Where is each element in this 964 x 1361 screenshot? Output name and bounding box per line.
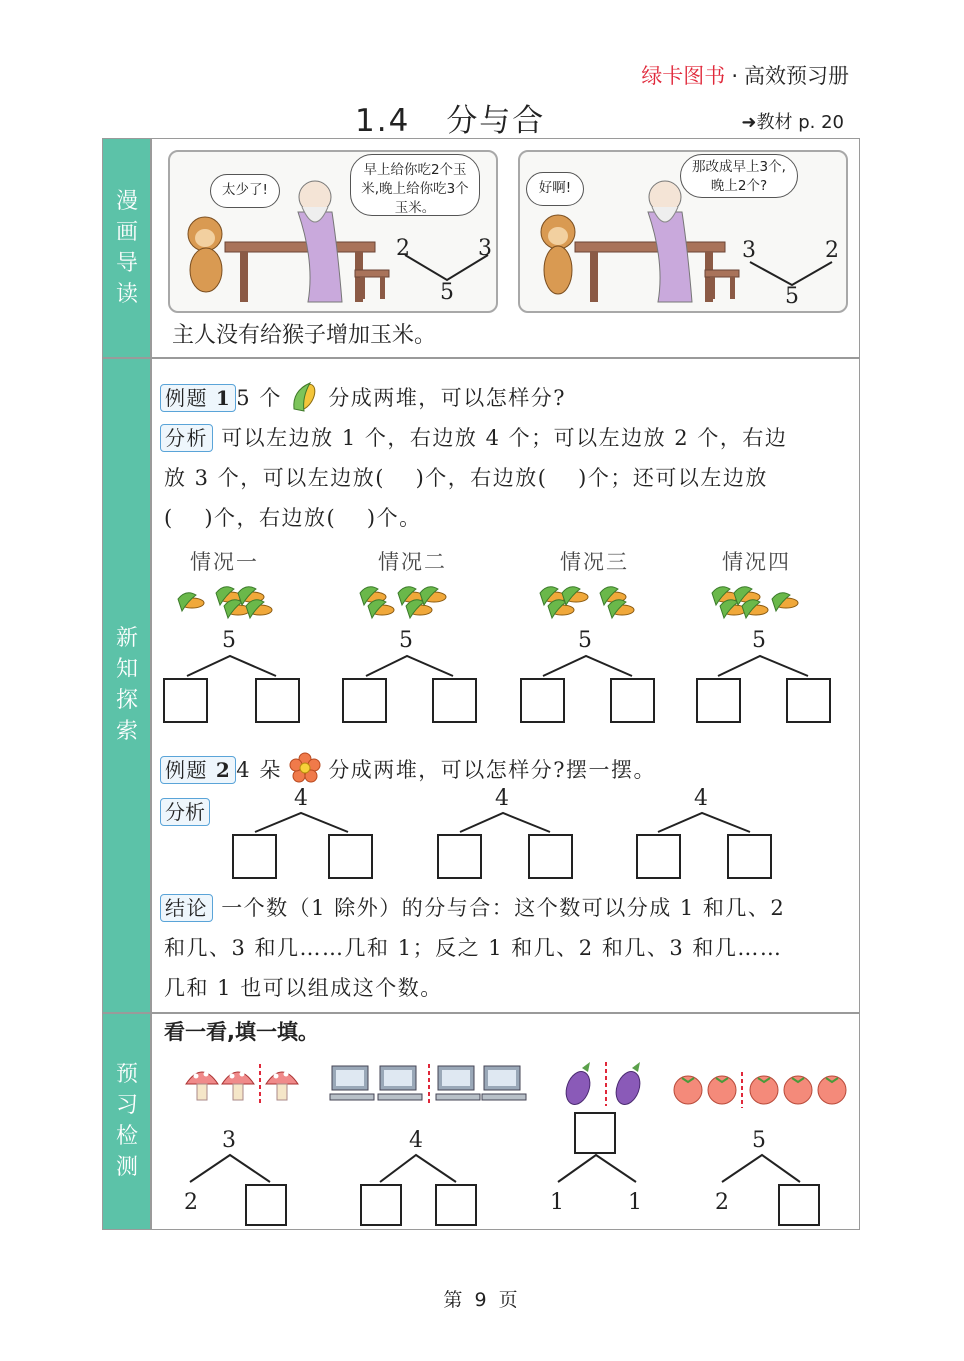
answer-box[interactable] — [574, 1112, 616, 1154]
brand-dot: · — [731, 64, 738, 88]
lesson-number: 1.4 — [355, 103, 411, 139]
mushroom-group — [184, 1062, 304, 1106]
label-char: 新 — [115, 626, 138, 651]
label-char: 习 — [115, 1093, 138, 1118]
question-count: 5 个 — [236, 386, 282, 410]
question-count: 4 朵 — [236, 758, 282, 782]
case-label-1: 情况一 — [190, 550, 259, 574]
conclusion-tag: 结论 — [160, 894, 213, 922]
tomato-icon — [674, 1076, 702, 1104]
case-2-total: 5 — [399, 628, 413, 653]
tomato-icon — [818, 1076, 846, 1104]
textbook-ref: ➜教材 p. 20 — [741, 112, 844, 133]
check-1-top: 3 — [222, 1128, 236, 1153]
section-label-comic — [103, 139, 151, 357]
tag-word: 例题 — [165, 386, 208, 410]
comic-caption: 主人没有给猴子增加玉米。 — [172, 323, 437, 348]
case-4-total: 5 — [752, 628, 766, 653]
example-2-question — [160, 750, 656, 790]
conclusion-line: 和几、3 和几……几和 1；反之 1 和几、2 和几、3 和几…… — [164, 936, 783, 960]
example-1-analysis — [160, 418, 854, 538]
label-char: 索 — [115, 719, 138, 744]
label-char: 漫 — [115, 189, 138, 214]
check-3-left: 1 — [550, 1190, 564, 1215]
label-char: 读 — [115, 282, 138, 307]
tag-word: 例题 — [165, 758, 208, 782]
brand-header — [641, 60, 849, 90]
answer-box[interactable] — [727, 834, 772, 879]
monkey-bubble-1: 太少了! — [210, 174, 280, 208]
tomato-icon — [784, 1076, 812, 1104]
eggplant-group — [560, 1058, 650, 1108]
conclusion — [160, 888, 854, 1008]
master-bubble-2: 那改成早上3个,晚上2个? — [680, 154, 798, 198]
answer-box[interactable] — [245, 1184, 287, 1226]
case-1-total: 5 — [222, 628, 236, 653]
label-char: 预 — [115, 1062, 138, 1087]
tomato-icon — [708, 1076, 736, 1104]
question-text: 分成两堆，可以怎样分?摆一摆。 — [328, 758, 656, 782]
computer-icon — [436, 1066, 480, 1100]
label-char: 导 — [115, 251, 138, 276]
section-divider — [102, 357, 860, 359]
page-number: 第 9 页 — [443, 1289, 521, 1311]
section-divider — [102, 1012, 860, 1014]
computer-icon — [330, 1066, 374, 1100]
tag-num: 2 — [215, 758, 232, 782]
conclusion-line: 一个数（1 除外）的分与合：这个数可以分成 1 和几、2 — [221, 896, 786, 920]
label-char: 画 — [115, 220, 138, 245]
check-1-left: 2 — [184, 1190, 198, 1215]
lesson-title — [355, 95, 545, 140]
check-3-right: 1 — [628, 1190, 642, 1215]
answer-box[interactable] — [232, 834, 277, 879]
computer-icon — [482, 1066, 526, 1100]
eggplant-icon — [612, 1062, 644, 1108]
analysis-line: 放 3 个，可以左边放( )个，右边放( )个；还可以左边放 — [164, 466, 768, 490]
analysis-tag: 分析 — [160, 424, 213, 452]
check-4-left: 2 — [715, 1190, 729, 1215]
split-top-right: 3 — [478, 236, 492, 261]
tomato-group — [672, 1070, 852, 1110]
section-label-explore — [103, 358, 151, 1012]
mushroom-icon — [186, 1072, 218, 1101]
eggplant-icon — [562, 1062, 594, 1108]
answer-box[interactable] — [520, 678, 565, 723]
mushroom-icon — [266, 1072, 298, 1101]
case-label-4: 情况四 — [722, 550, 791, 574]
corn-icon — [290, 379, 320, 413]
ex2-total: 4 — [694, 786, 708, 811]
answer-box[interactable] — [528, 834, 573, 879]
label-char: 知 — [115, 657, 138, 682]
case-3-total: 5 — [578, 628, 592, 653]
case-label-2: 情况二 — [378, 550, 447, 574]
computer-group — [330, 1062, 530, 1106]
example-1-question — [160, 378, 566, 418]
master-bubble-1: 早上给你吃2个玉米,晚上给你吃3个玉米。 — [350, 154, 480, 216]
analysis-tag: 分析 — [160, 798, 210, 826]
split-bottom: 5 — [440, 280, 454, 305]
answer-box[interactable] — [636, 834, 681, 879]
computer-icon — [378, 1066, 422, 1100]
answer-box[interactable] — [255, 678, 300, 723]
ex2-total: 4 — [495, 786, 509, 811]
answer-box[interactable] — [163, 678, 208, 723]
answer-box[interactable] — [432, 678, 477, 723]
answer-box[interactable] — [610, 678, 655, 723]
answer-box[interactable] — [342, 678, 387, 723]
brand-name: 绿卡图书 — [641, 64, 726, 88]
answer-box[interactable] — [328, 834, 373, 879]
lesson-name: 分与合 — [446, 103, 546, 139]
analysis-line: 可以左边放 1 个，右边放 4 个；可以左边放 2 个，右边 — [221, 426, 788, 450]
ex2-total: 4 — [294, 786, 308, 811]
label-char: 检 — [115, 1124, 138, 1149]
flower-icon — [290, 753, 320, 783]
answer-box[interactable] — [435, 1184, 477, 1226]
example-2-tag — [160, 756, 236, 784]
answer-box[interactable] — [360, 1184, 402, 1226]
example-1-tag — [160, 384, 236, 412]
analysis-line: ( )个，右边放( )个。 — [164, 506, 422, 530]
split-diagram-2 — [520, 152, 850, 315]
split-top-left: 2 — [396, 236, 410, 261]
split-bottom: 5 — [785, 284, 799, 309]
question-text: 分成两堆，可以怎样分? — [328, 386, 566, 410]
brand-series: 高效预习册 — [744, 64, 849, 88]
mushroom-icon — [222, 1072, 254, 1101]
answer-box[interactable] — [786, 678, 831, 723]
answer-box[interactable] — [437, 834, 482, 879]
label-divider — [150, 139, 152, 1229]
section-label-check — [103, 1013, 151, 1229]
split-top-left: 3 — [742, 238, 756, 263]
answer-box[interactable] — [696, 678, 741, 723]
monkey-bubble-2: 好啊! — [526, 172, 584, 206]
check-heading: 看一看,填一填。 — [164, 1020, 319, 1044]
check-2-top: 4 — [409, 1128, 423, 1153]
split-top-right: 2 — [825, 238, 839, 263]
label-char: 探 — [115, 688, 138, 713]
label-char: 测 — [115, 1155, 138, 1180]
tag-num: 1 — [215, 386, 232, 410]
comic-panel-1 — [168, 150, 498, 313]
check-4-top: 5 — [752, 1128, 766, 1153]
case-label-3: 情况三 — [560, 550, 629, 574]
conclusion-line: 几和 1 也可以组成这个数。 — [164, 976, 443, 1000]
comic-panel-2 — [518, 150, 848, 313]
example-2-analysis — [160, 798, 210, 826]
answer-box[interactable] — [778, 1184, 820, 1226]
tomato-icon — [750, 1076, 778, 1104]
